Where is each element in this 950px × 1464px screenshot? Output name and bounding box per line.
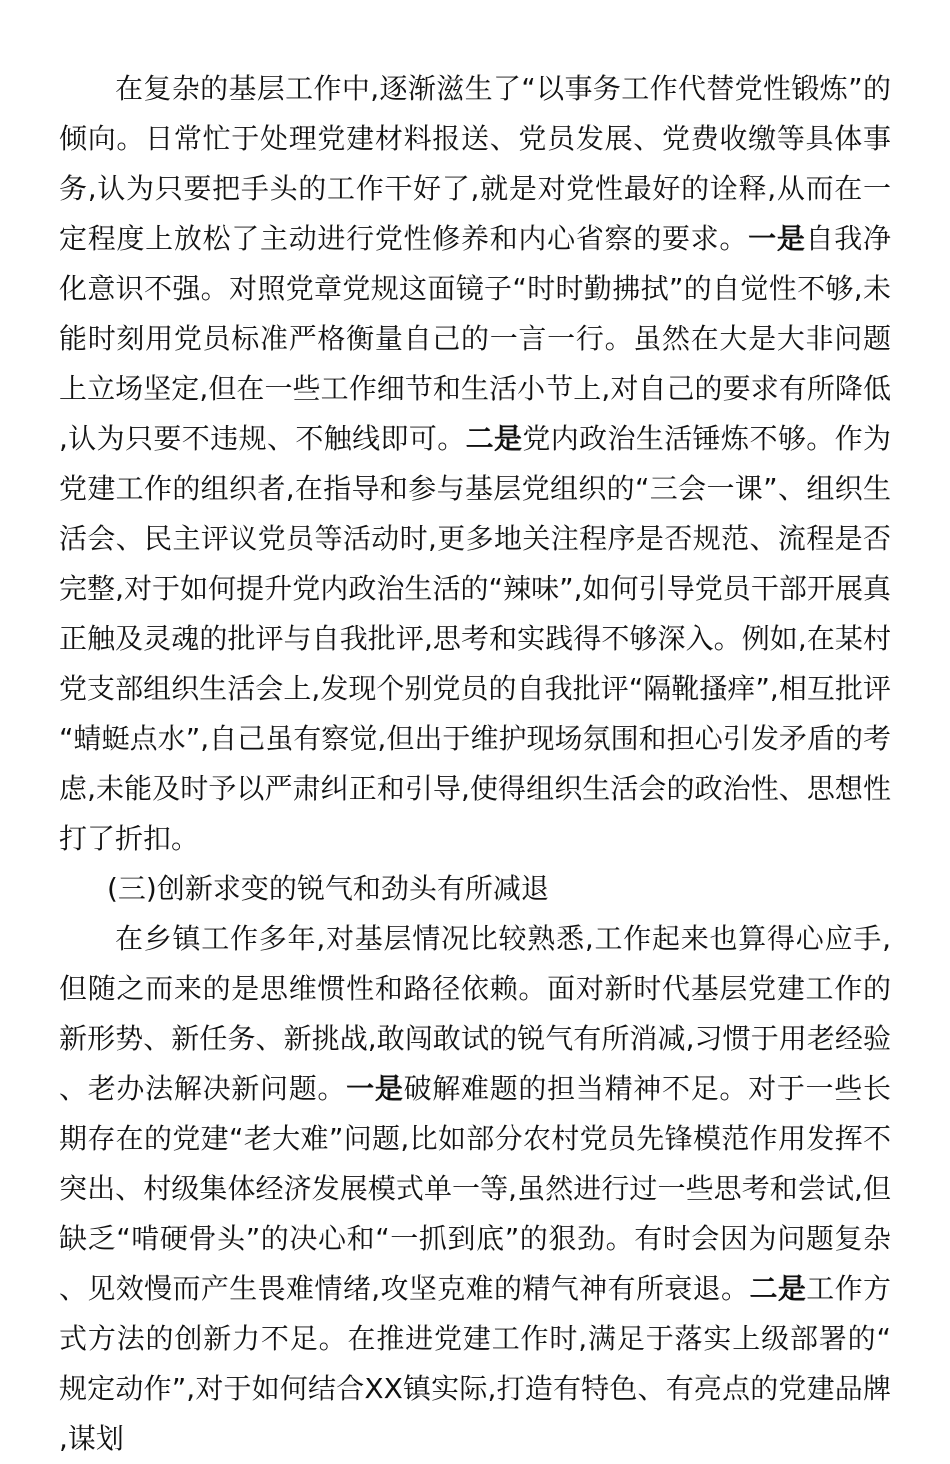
bold-keyword-second: 二是 bbox=[465, 422, 523, 455]
paragraph-text: 破解难题的担当精神不足。对于一些长期存在的党建“老大难”问题,比如部分农村党员先锋模范作用发挥不突出、村级集体经济发展模式单一等,虽然进行过一些思考和尝试,但缺乏“啃硬骨头”的决心和“一抓到底”的狠劲。有时会因为问题复杂、见效慢而产生畏难情绪,攻坚克难的精气神有所衰退。 bbox=[59, 1072, 891, 1305]
paragraph-text: 党内政治生活锤炼不够。作为党建工作的组织者,在指导和参与基层党组织的“三会一课”、组织生活会、民主评议党员等活动时,更多地关注程序是否规范、流程是否完整,对于如何提升党内政治生活的“辣味”,如何引导党员干部开展真正触及灵魂的批评与自我批评,思考和实践得不够深入。例如,在某村党支部组织生活会上,发现个别党员的自我批评“隔靴搔痒”,相互批评“蜻蜓点水”,自己虽有察觉,但出于维护现场氛围和担心引发矛盾的考虑,未能及时予以严肃纠正和引导,使得组织生活会的政治性、思想性打了折扣。 bbox=[59, 422, 891, 855]
bold-keyword-first: 一是 bbox=[346, 1072, 404, 1105]
bold-keyword-first: 一是 bbox=[748, 222, 806, 255]
document-body bbox=[59, 64, 891, 1464]
paragraph-text: 在复杂的基层工作中,逐渐滋生了“以事务工作代替党性锻炼”的倾向。日常忙于处理党建材料报送、党员发展、党费收缴等具体事务,认为只要把手头的工作干好了,就是对党性最好的诠释,从而在一定程度上放松了主动进行党性修养和内心省察的要求。 bbox=[59, 72, 891, 255]
section-heading: (三)创新求变的锐气和劲头有所减退 bbox=[107, 872, 549, 905]
paragraph-text: 自我净化意识不强。对照党章党规这面镜子“时时勤拂拭”的自觉性不够,未能时刻用党员标准严格衡量自己的一言一行。虽然在大是大非问题上立场坚定,但在一些工作细节和生活小节上,对自己的要求有所降低,认为只要不违规、不触线即可。 bbox=[59, 222, 891, 455]
paragraph-text: 在乡镇工作多年,对基层情况比较熟悉,工作起来也算得心应手,但随之而来的是思维惯性和路径依赖。面对新时代基层党建工作的新形势、新任务、新挑战,敢闯敢试的锐气有所消减,习惯于用老经验、老办法解决新问题。 bbox=[59, 922, 891, 1105]
paragraph-innovation bbox=[59, 914, 891, 1464]
paragraph-text: 工作方式方法的创新力不足。在推进党建工作时,满足于落实上级部署的“规定动作”,对于如何结合XX镇实际,打造有特色、有亮点的党建品牌,谋划 bbox=[59, 1272, 891, 1455]
paragraph-party-spirit bbox=[59, 64, 891, 864]
bold-keyword-second: 二是 bbox=[749, 1272, 807, 1305]
